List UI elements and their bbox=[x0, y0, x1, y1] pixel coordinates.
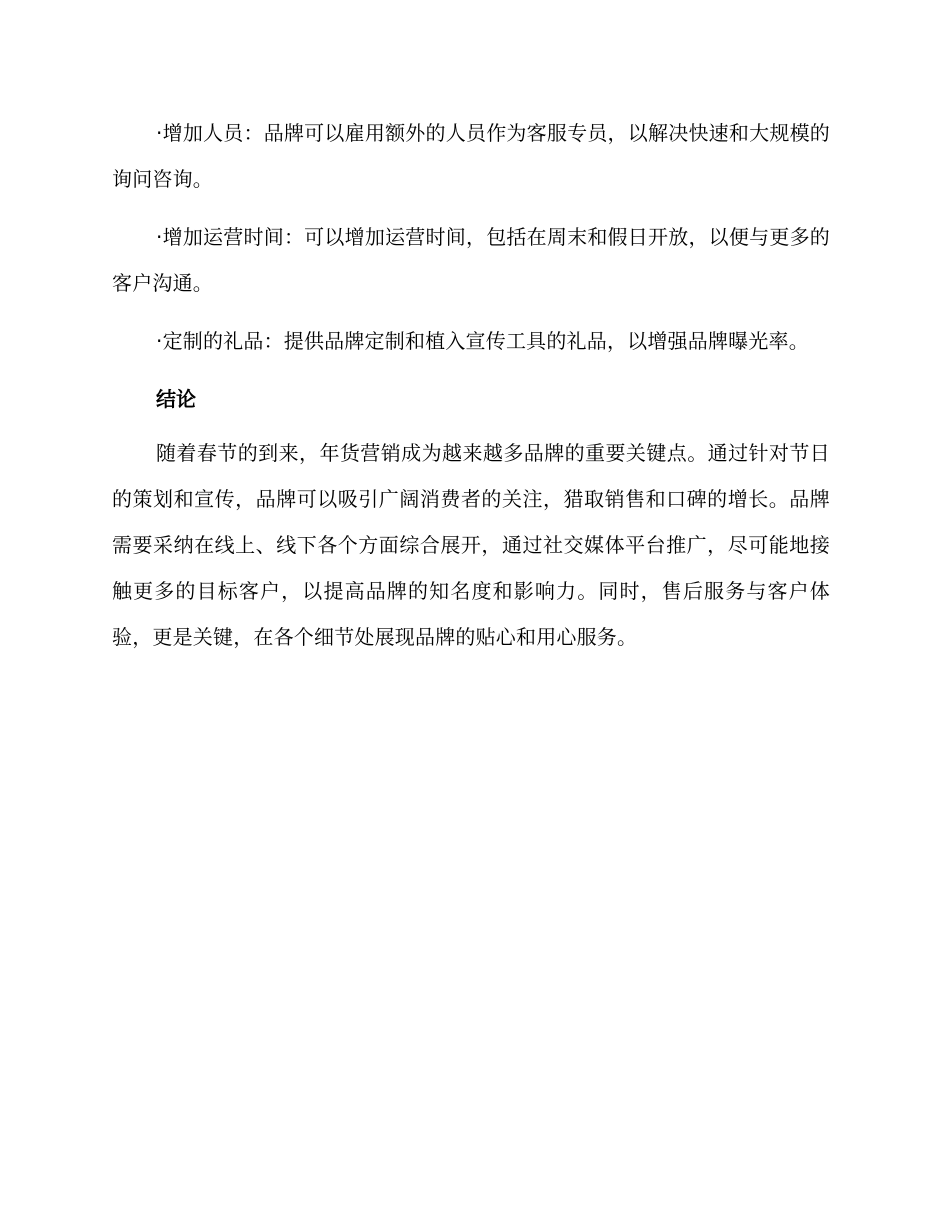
bullet-text: 增加人员：品牌可以雇用额外的人员作为客服专员，以解决快速和大规模的询问咨询。 bbox=[112, 121, 830, 191]
bullet-paragraph-hours bbox=[112, 214, 830, 306]
bullet-marker: · bbox=[156, 225, 163, 249]
bullet-text: 定制的礼品：提供品牌定制和植入宣传工具的礼品，以增强品牌曝光率。 bbox=[162, 329, 809, 353]
bullet-paragraph-staffing bbox=[112, 110, 830, 202]
bullet-text: 增加运营时间：可以增加运营时间，包括在周末和假日开放，以便与更多的客户沟通。 bbox=[112, 225, 830, 295]
conclusion-paragraph: 随着春节的到来，年货营销成为越来越多品牌的重要关键点。通过针对节日的策划和宣传，品牌可以吸引广阔消费者的关注，猎取销售和口碑的增长。品牌需要采纳在线上、线下各个方面综合展开，通过社交媒体平台推广，尽可能地接触更多的目标客户，以提高品牌的知名度和影响力。同时，售后服务与客户体验，更是关键，在各个细节处展现品牌的贴心和用心服务。 bbox=[112, 441, 830, 649]
bullet-paragraph-gifts bbox=[112, 318, 830, 364]
bullet-marker: · bbox=[156, 329, 163, 353]
conclusion-heading: 结论 bbox=[156, 387, 196, 411]
bullet-marker: · bbox=[156, 121, 163, 145]
